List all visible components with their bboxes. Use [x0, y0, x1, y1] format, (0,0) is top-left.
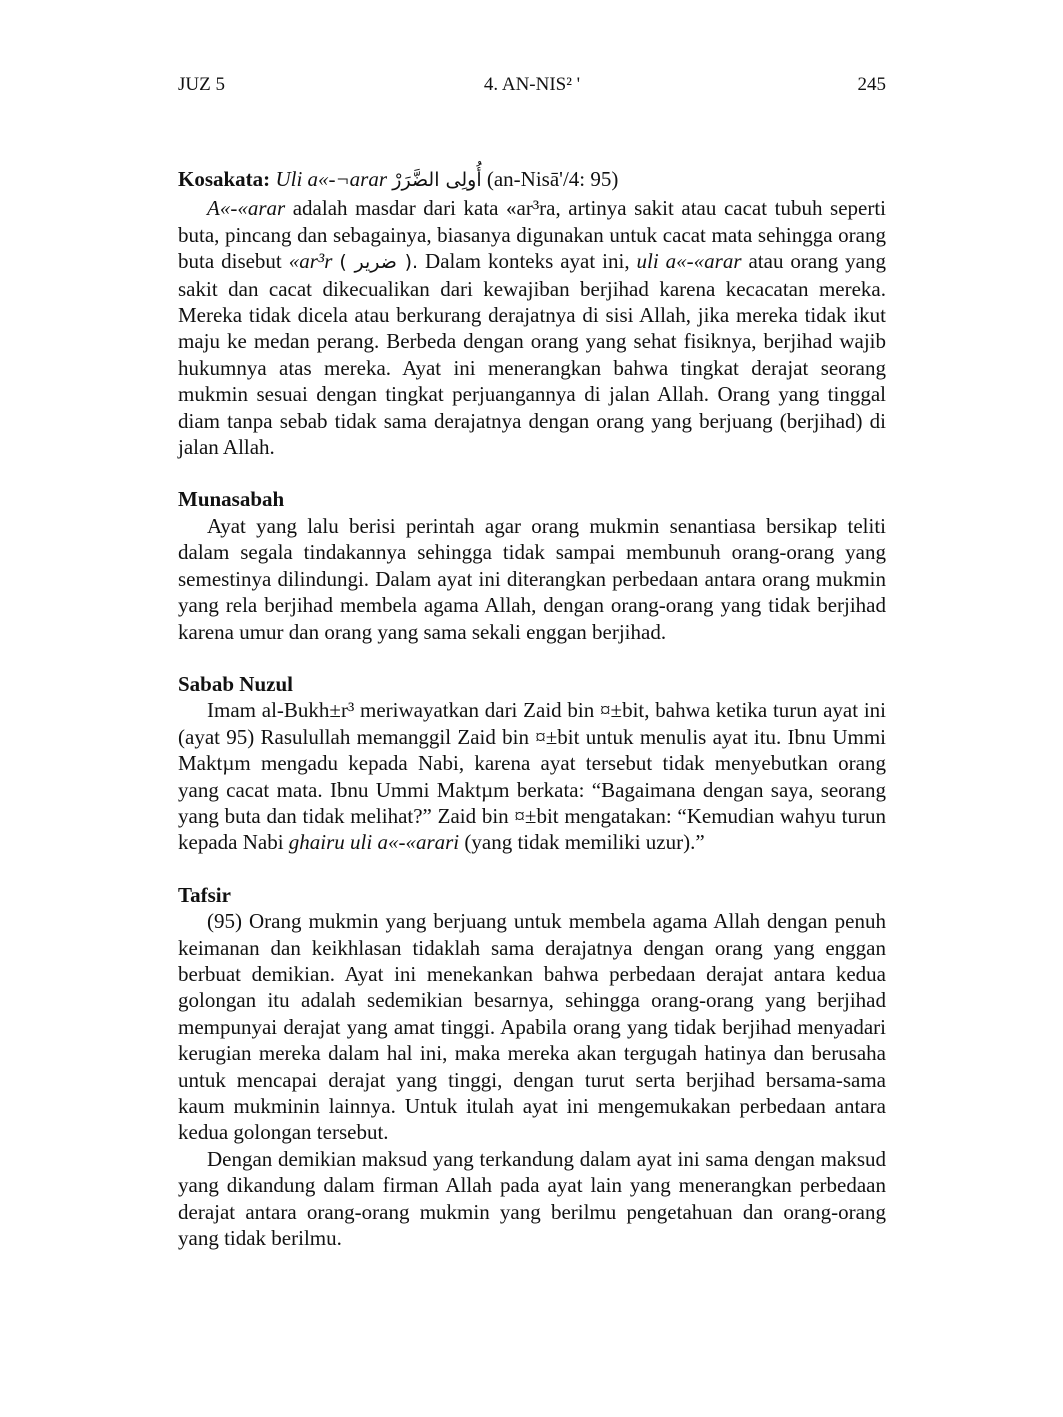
- sabab-nuzul-heading: Sabab Nuzul: [178, 671, 293, 696]
- kosakata-heading: [178, 166, 886, 193]
- tafsir-paragraph-1: (95) Orang mukmin yang berjuang untuk membela agama Allah dengan penuh keimanan dan keikhlasan tidaklah sama derajatnya dengan orang yang enggan berbuat demikian. Ayat ini menekankan bahwa perbedaan derajat antara kedua golongan itu adalah sedemikian besarnya, sehingga orang-orang yang berjihad mempunyai derajat yang amat tinggi. Apabila orang yang tidak berjihad menyadari kerugian mereka dalam hal ini, maka mereka akan tergugah hatinya dan berusaha untuk mencapai derajat yang tinggi, dengan turut serta berjihad bersama-sama kaum mukminin lainnya. Untuk itulah ayat ini mengemukakan perbedaan antara kedua golongan tersebut.: [178, 909, 886, 1145]
- tafsir-heading: Tafsir: [178, 882, 231, 907]
- text-span: Imam al-Bukh±r³ meriwayatkan dari Zaid bin ¤±bit, bahwa ketika turun ayat ini (ayat 95) Rasulullah memanggil Zaid bin ¤±bit untuk menulis ayat itu. Ibnu Ummi Maktµm mengadu kepada Nabi, karena ayat tersebut tidak menyebutkan orang yang cacat mata. Ibnu Ummi Maktµm berkata: “Bagaimana dengan saya, seorang yang buta dan tidak melihat?” Zaid bin ¤±bit mengatakan: “Kemudian wahyu turun kepada Nabi: [178, 698, 886, 855]
- term-italic: uli a«-«arar: [636, 249, 742, 274]
- sabab-nuzul-section: [178, 671, 886, 856]
- munasabah-heading: Munasabah: [178, 487, 285, 512]
- munasabah-paragraph: Ayat yang lalu berisi perintah agar orang mukmin senantiasa bersikap teliti dalam segala tindakannya sehingga tidak sampai membunuh orang-orang yang semestinya dilindungi. Dalam ayat ini diterangkan perbedaan antara orang mukmin yang rela berjihad membela agama Allah, dengan orang-orang yang tidak berjihad karena umur dan orang yang sama sekali enggan berjihad.: [178, 513, 886, 644]
- surah-title: 4. AN-NIS² ': [483, 74, 581, 95]
- munasabah-section: [178, 486, 886, 644]
- tafsir-paragraph-2: Dengan demikian maksud yang terkandung dalam ayat ini sama dengan maksud yang dikandung dalam firman Allah pada ayat lain yang menerangkan perbedaan derajat antara orang-orang mukmin yang berilmu pengetahuan dan orang-orang yang tidak berilmu.: [178, 1146, 886, 1251]
- page-content: [178, 166, 886, 1251]
- sabab-nuzul-paragraph: [178, 697, 886, 855]
- term-italic: A«-«arar: [207, 196, 286, 221]
- kosakata-arabic: أُولِى الضَّرَرْ: [392, 169, 482, 191]
- term-italic: «ar³r: [288, 249, 333, 274]
- text-span: adalah masdar dari kata «ar³ra, artinya sakit atau cacat tubuh seperti buta, pincang dan sebagainya, biasanya digunakan untuk cacat mata sehingga orang buta disebut: [178, 196, 886, 274]
- page-header: [178, 74, 886, 98]
- tafsir-section: [178, 882, 886, 1252]
- kosakata-reference: (an-Nisā'/4: 95): [486, 167, 619, 191]
- text-span: (yang tidak memiliki uzur).”: [459, 830, 705, 855]
- kosakata-paragraph: [178, 195, 886, 460]
- kosakata-term: Uli a«-¬arar: [275, 167, 388, 191]
- text-span: Dalam konteks ayat ini,: [418, 249, 637, 274]
- text-span: atau orang yang sakit dan cacat dikecualikan dari kewajiban berjihad karena kecacatan mereka. Mereka tidak dicela atau berkurang derajatnya di sisi Allah, jika mereka tidak ikut maju ke medan perang. Berbeda dengan orang yang sehat fisiknya, berjihad wajib hukumnya atas mereka. Ayat ini menerangkan bahwa tingkat derajat seorang mukmin sesuai dengan tingkat perjuangannya di jalan Allah. Orang yang tinggal diam tanpa sebab tidak sama derajatnya dengan orang yang berjuang (berjihad) di jalan Allah.: [178, 249, 886, 460]
- arabic-word: ( ضرير ).: [339, 251, 419, 274]
- juz-label: JUZ 5: [178, 74, 225, 95]
- term-italic: ghairu uli a«-«arari: [288, 830, 460, 855]
- kosakata-label: Kosakata:: [178, 167, 271, 191]
- page-number: 245: [857, 74, 886, 95]
